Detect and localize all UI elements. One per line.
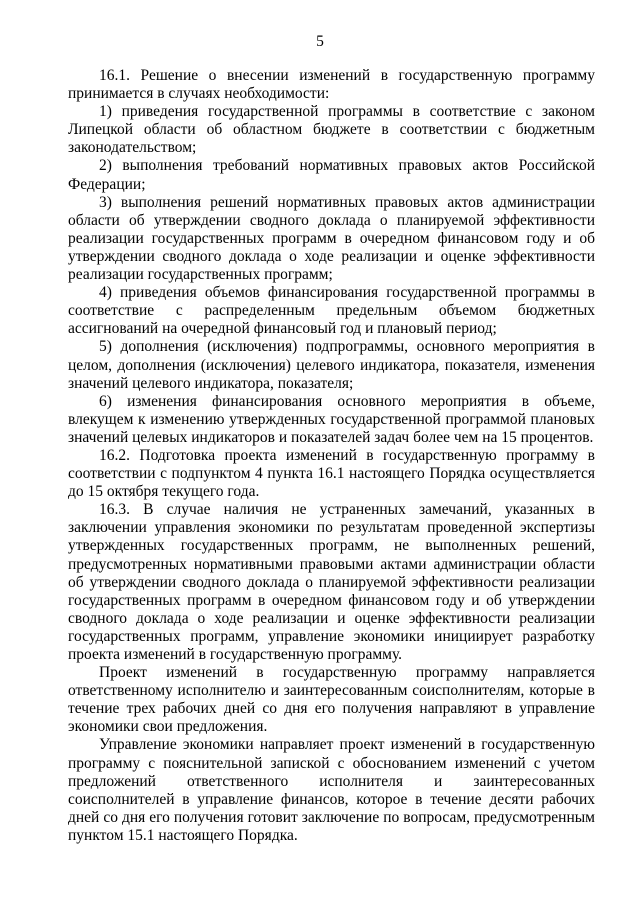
paragraph-economy-directs: Управление экономики направляет проект изменений в государственную программу с пояснительной запиской с обоснованием изменений с учетом предложений ответственного исполнителя и заинтересованных соисполнителей в управление финансов, которое в течение десяти рабочих дней со дня его получения готовит заключение по вопросам, предусмотренным пунктом 15.1 настоящего Порядка.	[68, 736, 595, 844]
paragraph-16-2: 16.2. Подготовка проекта изменений в государственную программу в соответствии с подпунктом 4 пункта 16.1 настоящего Порядка осуществляется до 15 октября текущего года.	[68, 446, 595, 501]
list-item-1: 1) приведения государственной программы в соответствие с законом Липецкой области об областном бюджете в соответствии с бюджетным законодательством;	[68, 103, 595, 157]
paragraph-16-1: 16.1. Решение о внесении изменений в государственную программу принимается в случаях необходимости:	[68, 67, 595, 103]
page-number: 5	[316, 33, 324, 50]
list-item-3: 3) выполнения решений нормативных правовых актов администрации области об утверждении сводного доклада о планируемой эффективности реализации государственных программ в очередном финансовом году и об утверждении сводного доклада о ходе реализации и оценке эффективности реализации государственных программ;	[68, 193, 595, 284]
paragraph-16-3: 16.3. В случае наличия не устраненных замечаний, указанных в заключении управления экономики по результатам проведенной экспертизы утвержденных государственных программ, не выполненных решений, предусмотренных нормативными правовыми актами администрации области об утверждении сводного доклада о планируемой эффективности реализации государственных программ в очередном финансовом году и об утверждении сводного доклада о ходе реализации и оценке эффективности реализации государственных программ, управление экономики инициирует разработку проекта изменений в государственную программу.	[68, 501, 595, 663]
list-item-4: 4) приведения объемов финансирования государственной программы в соответствие с распределенным предельным объемом бюджетных ассигнований на очередной финансовый год и плановый период;	[68, 284, 595, 338]
list-item-2: 2) выполнения требований нормативных правовых актов Российской Федерации;	[68, 157, 595, 193]
document-body	[68, 67, 595, 845]
list-item-6: 6) изменения финансирования основного мероприятия в объеме, влекущем к изменению утвержденных государственной программой плановых значений целевых индикаторов и показателей задач более чем на 15 процентов.	[68, 392, 595, 446]
list-item-5: 5) дополнения (исключения) подпрограммы, основного мероприятия в целом, дополнения (исключения) целевого индикатора, показателя, изменения значений целевого индикатора, показателя;	[68, 338, 595, 392]
paragraph-draft-sent: Проект изменений в государственную программу направляется ответственному исполнителю и заинтересованным соисполнителям, которые в течение трех рабочих дней со дня его получения направляют в управление экономики свои предложения.	[68, 664, 595, 736]
